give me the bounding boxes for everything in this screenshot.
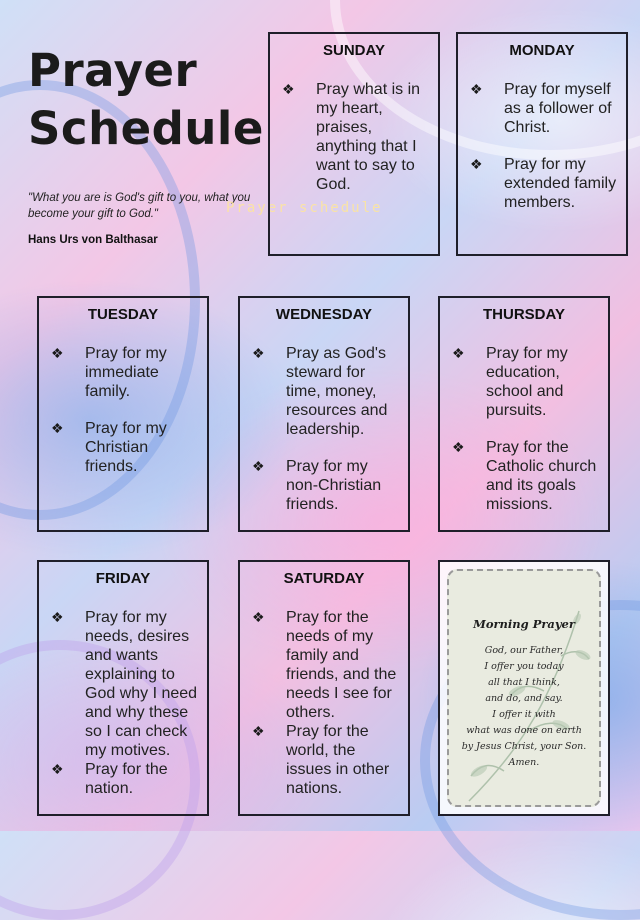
morning-prayer-frame [447,569,601,807]
diamond-bullet-icon: ❖ [252,345,265,361]
prayer-list-friday [39,608,207,798]
diamond-bullet-icon: ❖ [470,156,483,172]
day-heading-sunday: SUNDAY [323,42,385,59]
prayer-line: God, our Father, [484,645,564,656]
quote-author: Hans Urs von Balthasar [28,234,158,246]
prayer-list-wednesday [240,344,408,514]
prayer-text: Pray for my non-Christian friends. [286,458,382,513]
watermark-text: Prayer schedule [226,200,383,216]
prayer-line: Amen. [508,757,540,768]
prayer-text: Pray as God's steward for time, money, resources and leadership. [286,345,388,438]
day-card-thursday [438,296,610,532]
diamond-bullet-icon: ❖ [51,420,64,436]
diamond-bullet-icon: ❖ [452,439,465,455]
list-item [240,608,408,722]
diamond-bullet-icon: ❖ [282,81,295,97]
page-title: Prayer Schedule [28,44,264,155]
day-heading-friday: FRIDAY [95,570,151,587]
prayer-line: and do, and say. [485,693,563,704]
day-heading-saturday: SATURDAY [283,570,365,587]
quote-text: "What you are is God's gift to you, what you become your gift to God." [28,192,251,220]
prayer-line: all that I think, [488,677,560,688]
day-card-monday [456,32,628,256]
day-card-saturday [238,560,410,816]
prayer-text: Pray for the Catholic church and its goals missions. [486,439,597,513]
prayer-line: I offer you today [484,661,564,672]
day-heading-monday: MONDAY [509,42,575,59]
morning-prayer-body [449,643,599,771]
diamond-bullet-icon: ❖ [252,458,265,474]
list-item [240,722,408,798]
morning-prayer-card [438,560,610,816]
list-item [458,80,626,137]
day-card-wednesday [238,296,410,532]
list-item [458,155,626,212]
diamond-bullet-icon: ❖ [470,81,483,97]
prayer-list-thursday [440,344,608,514]
prayer-line: by Jesus Christ, your Son. [461,741,587,752]
prayer-text: Pray for my needs, desires and wants explaining to God why I need and why these so I can check my motives. [85,609,198,759]
list-item [39,760,207,798]
diamond-bullet-icon: ❖ [51,761,64,777]
list-item [270,80,438,194]
prayer-text: Pray for the nation. [85,761,168,797]
prayer-line: I offer it with [492,709,556,720]
day-card-friday [37,560,209,816]
list-item [39,344,207,401]
prayer-text: Pray for my immediate family. [85,345,167,400]
prayer-text: Pray for the needs of my family and friends, and the needs I see for others. [286,609,397,721]
morning-prayer-title: Morning Prayer [473,617,575,631]
prayer-text: Pray for my extended family members. [504,156,617,211]
diamond-bullet-icon: ❖ [252,609,265,625]
prayer-text: Pray what is in my heart, praises, anything that I want to say to God. [316,81,421,193]
day-card-tuesday [37,296,209,532]
day-heading-wednesday: WEDNESDAY [275,306,373,323]
prayer-list-saturday [240,608,408,798]
diamond-bullet-icon: ❖ [252,723,265,739]
list-item [440,438,608,514]
prayer-list-monday [458,80,626,212]
prayer-list-tuesday [39,344,207,476]
prayer-text: Pray for my Christian friends. [85,420,167,475]
list-item [39,608,207,760]
prayer-text: Pray for myself as a follower of Christ. [504,81,612,136]
list-item [240,457,408,514]
prayer-text: Pray for my education, school and pursuits. [486,345,568,419]
list-item [39,419,207,476]
prayer-line: what was done on earth [466,725,582,736]
diamond-bullet-icon: ❖ [51,609,64,625]
diamond-bullet-icon: ❖ [51,345,64,361]
day-heading-thursday: THURSDAY [483,306,565,323]
prayer-text: Pray for the world, the issues in other nations. [286,723,390,797]
diamond-bullet-icon: ❖ [452,345,465,361]
list-item [240,344,408,439]
list-item [440,344,608,420]
day-heading-tuesday: TUESDAY [87,306,159,323]
day-card-sunday [268,32,440,256]
prayer-list-sunday [270,80,438,194]
